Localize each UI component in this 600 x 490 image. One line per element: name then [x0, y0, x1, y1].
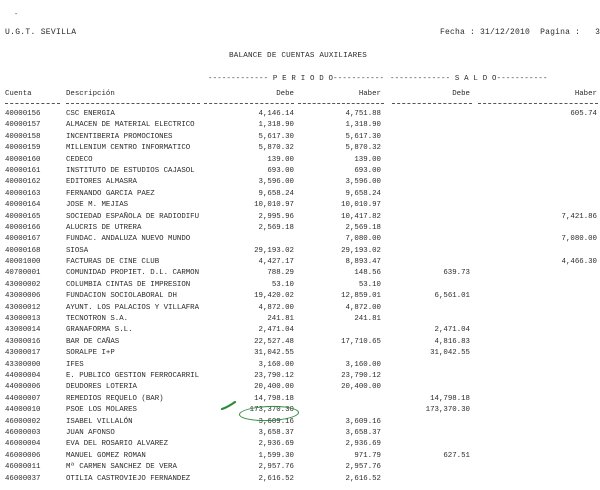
account-description: ALMACEN DE MATERIAL ELECTRICO [66, 121, 195, 130]
periodo-debe-value: 5,617.30 [258, 132, 294, 141]
periodo-debe-value: 1,599.30 [258, 451, 294, 460]
account-description: MILLENIUM CENTRO INFORMATICO [66, 144, 191, 153]
periodo-debe-value: 3,596.00 [258, 178, 294, 187]
column-header-periodo-debe: Debe [276, 90, 294, 98]
periodo-debe-value: 241.81 [267, 315, 294, 324]
periodo-haber-value: 971.79 [354, 451, 381, 460]
account-description: JUAN AFONSO [66, 428, 115, 437]
account-description: FERNANDO GARCIA PAEZ [66, 189, 155, 198]
pagina-value: 3 [595, 28, 600, 37]
periodo-debe-value: 4,427.17 [258, 258, 294, 267]
table-row [0, 441, 600, 452]
account-number: 40000160 [5, 155, 41, 164]
account-number: 43000013 [5, 315, 41, 324]
saldo-haber-value: 4,466.30 [561, 258, 597, 267]
periodo-debe-value: 53.10 [271, 280, 294, 289]
column-header-saldo-debe: Debe [452, 90, 470, 98]
fecha-label: Fecha : [440, 28, 476, 37]
periodo-haber-value: 4,872.00 [345, 303, 381, 312]
periodo-debe-value: 2,957.76 [258, 463, 294, 472]
account-description: FUNDAC. ANDALUZA NUEVO MUNDO [66, 235, 191, 244]
periodo-debe-value: 31,042.55 [254, 349, 294, 358]
periodo-debe-value: 1,318.90 [258, 121, 294, 130]
account-number: 46000037 [5, 474, 41, 483]
account-description: PSOE LOS MOLARES [66, 406, 137, 415]
periodo-haber-value: 2,957.76 [345, 463, 381, 472]
header-divider [478, 103, 598, 104]
account-number: 46000006 [5, 451, 41, 460]
account-description: ISABEL VILLALÓN [66, 417, 133, 426]
account-number: 44000007 [5, 394, 41, 403]
saldo-debe-value: 639.73 [443, 269, 470, 278]
table-row [0, 464, 600, 475]
periodo-debe-value: 2,569.18 [258, 223, 294, 232]
account-description: SIOSA [66, 246, 89, 255]
header-divider [298, 103, 384, 104]
column-header-periodo-haber: Haber [358, 90, 381, 98]
periodo-debe-value: 2,936.69 [258, 440, 294, 449]
account-number: 40000166 [5, 223, 41, 232]
account-number: 43000016 [5, 337, 41, 346]
periodo-debe-value: 173,370.30 [249, 406, 294, 415]
table-row [0, 476, 600, 487]
periodo-haber-value: 2,616.52 [345, 474, 381, 483]
account-number: 44000004 [5, 371, 41, 380]
account-description: JOSE M. MEJIAS [66, 201, 129, 210]
account-description: GRANAFORMA S.L. [66, 326, 133, 335]
periodo-debe-value: 19,420.02 [254, 292, 294, 301]
periodo-haber-value: 3,596.00 [345, 178, 381, 187]
periodo-haber-value: 20,400.00 [341, 383, 381, 392]
periodo-debe-value: 2,616.52 [258, 474, 294, 483]
periodo-debe-value: 788.29 [267, 269, 294, 278]
table-row [0, 145, 600, 156]
account-number: 43000014 [5, 326, 41, 335]
periodo-debe-value: 20,400.00 [254, 383, 294, 392]
periodo-debe-value: 3,658.37 [258, 428, 294, 437]
account-description: INCENTIBERIA PROMOCIONES [66, 132, 173, 141]
saldo-debe-value: 627.51 [443, 451, 470, 460]
account-description: SOCIEDAD ESPAÑOLA DE RADIODIFU [66, 212, 200, 221]
account-description: EVA DEL ROSARIO ALVAREZ [66, 440, 169, 449]
periodo-haber-value: 29,193.02 [341, 246, 381, 255]
saldo-debe-value: 31,042.55 [430, 349, 470, 358]
account-number: 46000002 [5, 417, 41, 426]
account-number: 40000165 [5, 212, 41, 221]
periodo-haber-value: 7,080.00 [345, 235, 381, 244]
saldo-debe-value: 6,561.01 [434, 292, 470, 301]
account-description: EDITORES ALMASRA [66, 178, 137, 187]
account-description: FACTURAS DE CINE CLUB [66, 258, 160, 267]
account-number: 43000012 [5, 303, 41, 312]
saldo-debe-value: 14,798.18 [430, 394, 470, 403]
periodo-debe-value: 2,471.04 [258, 326, 294, 335]
periodo-haber-value: 12,859.01 [341, 292, 381, 301]
group-header-saldo: ------------- S A L D O----------- [390, 75, 548, 83]
account-description: REMEDIOS REQUELO (BAR) [66, 394, 164, 403]
periodo-haber-value: 4,751.88 [345, 110, 381, 118]
fecha-value: 31/12/2010 [480, 28, 531, 37]
periodo-haber-value: 241.81 [354, 315, 381, 324]
account-number: 43000006 [5, 292, 41, 301]
account-number: 40000162 [5, 178, 41, 187]
account-number: 40000163 [5, 189, 41, 198]
account-description: TECNOTRON S.A. [66, 315, 129, 324]
periodo-debe-value: 5,870.32 [258, 144, 294, 153]
account-number: 40000164 [5, 201, 41, 210]
account-number: 40000167 [5, 235, 41, 244]
green-check-mark-icon [220, 401, 238, 411]
periodo-haber-value: 23,790.12 [341, 371, 381, 380]
group-header-periodo: ------------- P E R I O D O----------- [208, 75, 385, 83]
saldo-haber-value: 7,421.86 [561, 212, 597, 221]
periodo-haber-value: 693.00 [354, 166, 381, 175]
header-divider [66, 103, 200, 104]
account-number: 40000156 [5, 110, 41, 118]
account-number: 44000010 [5, 406, 41, 415]
account-description: IFES [66, 360, 84, 369]
account-number: 43000017 [5, 349, 41, 358]
account-number: 40000161 [5, 166, 41, 175]
periodo-debe-value: 22,527.48 [254, 337, 294, 346]
saldo-haber-value: 605.74 [570, 110, 597, 118]
periodo-debe-value: 693.00 [267, 166, 294, 175]
periodo-debe-value: 9,658.24 [258, 189, 294, 198]
periodo-debe-value: 3,160.00 [258, 360, 294, 369]
column-header-cuenta: Cuenta [5, 90, 32, 98]
periodo-debe-value: 23,790.12 [254, 371, 294, 380]
periodo-debe-value: 10,010.97 [254, 201, 294, 210]
account-number: 40000157 [5, 121, 41, 130]
account-number: 40000158 [5, 132, 41, 141]
account-description: BAR DE CAÑAS [66, 337, 120, 346]
table-row [0, 236, 600, 247]
periodo-haber-value: 3,609.16 [345, 417, 381, 426]
accounts-table-body [0, 111, 600, 487]
account-description: DEUDORES LOTERIA [66, 383, 137, 392]
periodo-haber-value: 8,893.47 [345, 258, 381, 267]
periodo-debe-value: 4,872.00 [258, 303, 294, 312]
periodo-debe-value: 29,193.02 [254, 246, 294, 255]
account-number: 40700001 [5, 269, 41, 278]
account-description: MANUEL GOMEZ ROMAN [66, 451, 146, 460]
account-number: 40000159 [5, 144, 41, 153]
account-number: 40000168 [5, 246, 41, 255]
periodo-haber-value: 3,658.37 [345, 428, 381, 437]
scan-mark: - [14, 11, 19, 19]
periodo-debe-value: 139.00 [267, 155, 294, 164]
account-description: FUNDACION SOCIOLABORAL DH [66, 292, 177, 301]
saldo-haber-value: 7,080.00 [561, 235, 597, 244]
periodo-haber-value: 17,710.65 [341, 337, 381, 346]
periodo-debe-value: 4,146.14 [258, 110, 294, 118]
periodo-haber-value: 5,617.30 [345, 132, 381, 141]
periodo-haber-value: 53.10 [358, 280, 381, 289]
account-description: CSC ENERGIA [66, 110, 115, 118]
table-row [0, 350, 600, 361]
organization-name: U.G.T. SEVILLA [5, 28, 77, 37]
periodo-haber-value: 139.00 [354, 155, 381, 164]
account-description: SORALPE I+P [66, 349, 115, 358]
pagina-label: Pagina : [540, 28, 581, 37]
periodo-haber-value: 10,417.82 [341, 212, 381, 221]
periodo-haber-value: 148.56 [354, 269, 381, 278]
account-description: Mª CARMEN SANCHEZ DE VERA [66, 463, 177, 472]
column-header-saldo-haber: Haber [574, 90, 597, 98]
account-description: COLUMBIA CINTAS DE IMPRESION [66, 280, 191, 289]
account-description: AYUNT. LOS PALACIOS Y VILLAFRA [66, 303, 200, 312]
account-number: 40001000 [5, 258, 41, 267]
account-number: 46000003 [5, 428, 41, 437]
account-number: 43000002 [5, 280, 41, 289]
table-row [0, 293, 600, 304]
account-number: 46000011 [5, 463, 41, 472]
periodo-haber-value: 10,010.97 [341, 201, 381, 210]
header-divider [5, 103, 60, 104]
periodo-debe-value: 14,798.18 [254, 394, 294, 403]
account-description: INSTITUTO DE ESTUDIOS CAJASOL [66, 166, 195, 175]
periodo-debe-value: 3,609.16 [258, 417, 294, 426]
account-number: 44000006 [5, 383, 41, 392]
header-date-page [440, 29, 600, 37]
report-title: BALANCE DE CUENTAS AUXILIARES [229, 52, 367, 60]
periodo-haber-value: 3,160.00 [345, 360, 381, 369]
header-divider [204, 103, 294, 104]
account-description: OTILIA CASTROVIEJO FERNANDEZ [66, 474, 191, 483]
saldo-debe-value: 4,816.83 [434, 337, 470, 346]
header-divider [392, 103, 472, 104]
column-header-descripcion: Descripción [66, 90, 115, 98]
periodo-debe-value: 2,995.96 [258, 212, 294, 221]
periodo-haber-value: 1,318.90 [345, 121, 381, 130]
account-description: ALUCRIS DE UTRERA [66, 223, 142, 232]
account-description: COMUNIDAD PROPIET. D.L. CARMON [66, 269, 200, 278]
periodo-haber-value: 2,569.18 [345, 223, 381, 232]
account-description: CEDECO [66, 155, 93, 164]
periodo-haber-value: 9,658.24 [345, 189, 381, 198]
table-row [0, 407, 600, 418]
saldo-debe-value: 173,370.30 [425, 406, 470, 415]
saldo-debe-value: 2,471.04 [434, 326, 470, 335]
account-number: 46000004 [5, 440, 41, 449]
table-row [0, 202, 600, 213]
account-number: 43300000 [5, 360, 41, 369]
periodo-haber-value: 5,870.32 [345, 144, 381, 153]
account-description: E. PUBLICO GESTION FERROCARRIL [66, 371, 200, 380]
periodo-haber-value: 2,936.69 [345, 440, 381, 449]
